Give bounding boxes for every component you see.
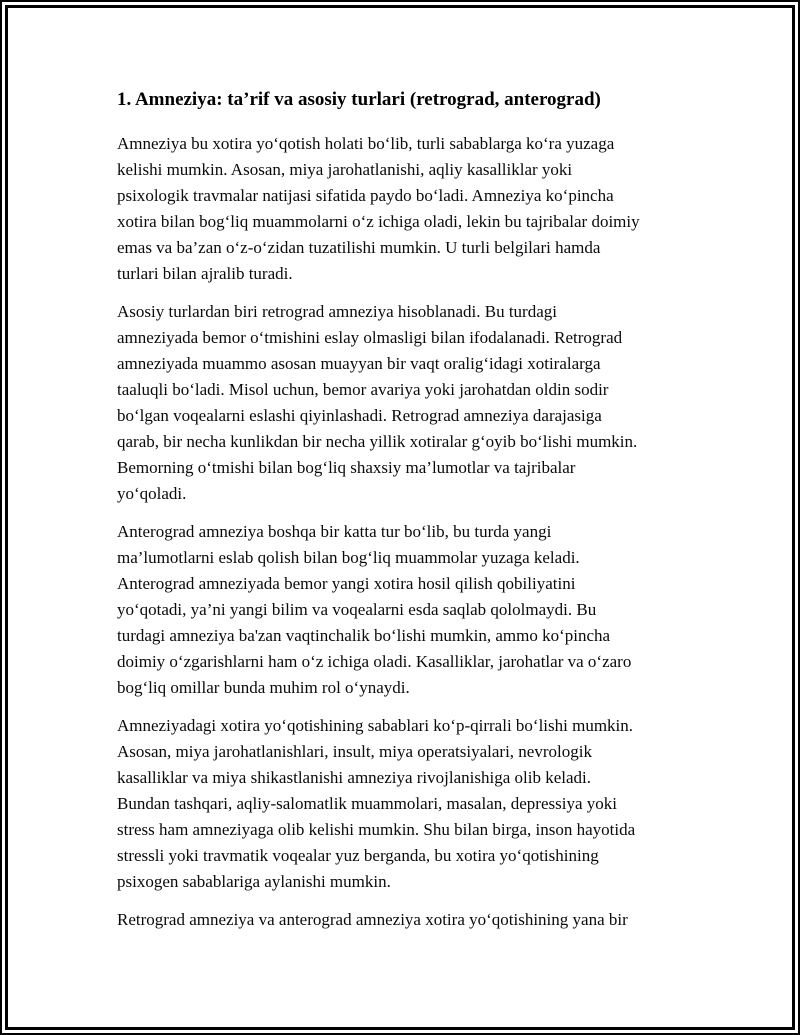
text-line: bog‘liq omillar bunda muhim rol o‘ynaydi. bbox=[117, 678, 410, 697]
paragraph bbox=[117, 907, 704, 933]
text-line: Amneziya bu xotira yo‘qotish holati bo‘lib, turli sabablarga ko‘ra yuzaga bbox=[117, 134, 615, 153]
text-line: Anterograd amneziya boshqa bir katta tur bo‘lib, bu turda yangi bbox=[117, 522, 552, 541]
text-line: bo‘lgan voqealarni eslashi qiyinlashadi. Retrograd amneziya darajasiga bbox=[117, 406, 602, 425]
paragraph bbox=[117, 519, 704, 701]
text-line: Anterograd amneziyada bemor yangi xotira hosil qilish qobiliyatini bbox=[117, 574, 576, 593]
document-page bbox=[5, 5, 795, 1030]
text-line: psixogen sabablariga aylanishi mumkin. bbox=[117, 872, 391, 891]
text-line: Bundan tashqari, aqliy-salomatlik muammolari, masalan, depressiya yoki bbox=[117, 794, 617, 813]
text-line: yo‘qoladi. bbox=[117, 484, 187, 503]
text-line: xotira bilan bog‘liq muammolarni o‘z ichiga oladi, lekin bu tajribalar doimiy bbox=[117, 212, 640, 231]
text-line: qarab, bir necha kunlikdan bir necha yillik xotiralar g‘oyib bo‘lishi mumkin. bbox=[117, 432, 638, 451]
text-line: emas va ba’zan o‘z-o‘zidan tuzatilishi mumkin. U turli belgilari hamda bbox=[117, 238, 601, 257]
text-line: psixologik travmalar natijasi sifatida paydo bo‘ladi. Amneziya ko‘pincha bbox=[117, 186, 614, 205]
text-line: amneziyada muammo asosan muayyan bir vaqt oralig‘idagi xotiralarga bbox=[117, 354, 601, 373]
text-line: Bemorning o‘tmishi bilan bog‘liq shaxsiy ma’lumotlar va tajribalar bbox=[117, 458, 576, 477]
document-title: 1. Amneziya: ta’rif va asosiy turlari (retrograd, anterograd) bbox=[117, 89, 601, 110]
text-line: Amneziyadagi xotira yo‘qotishining sabablari ko‘p-qirrali bo‘lishi mumkin. bbox=[117, 716, 634, 735]
text-line: Retrograd amneziya va anterograd amneziya xotira yo‘qotishining yana bir bbox=[117, 910, 628, 929]
text-line: taaluqli bo‘ladi. Misol uchun, bemor avariya yoki jarohatdan oldin sodir bbox=[117, 380, 609, 399]
text-line: doimiy o‘zgarishlarni ham o‘z ichiga oladi. Kasalliklar, jarohatlar va o‘zaro bbox=[117, 652, 632, 671]
text-line: Asosiy turlardan biri retrograd amneziya hisoblanadi. Bu turdagi bbox=[117, 302, 557, 321]
paragraph bbox=[117, 299, 704, 507]
paragraph bbox=[117, 131, 704, 287]
text-line: Asosan, miya jarohatlanishlari, insult, miya operatsiyalari, nevrologik bbox=[117, 742, 592, 761]
text-line: kasalliklar va miya shikastlanishi amneziya rivojlanishiga olib keladi. bbox=[117, 768, 591, 787]
text-line: stressli yoki travmatik voqealar yuz berganda, bu xotira yo‘qotishining bbox=[117, 846, 599, 865]
text-line: amneziyada bemor o‘tmishini eslay olmasligi bilan ifodalanadi. Retrograd bbox=[117, 328, 623, 347]
text-line: yo‘qotadi, ya’ni yangi bilim va voqealarni esda saqlab qololmaydi. Bu bbox=[117, 600, 597, 619]
text-line: turdagi amneziya ba'zan vaqtinchalik bo‘lishi mumkin, ammo ko‘pincha bbox=[117, 626, 611, 645]
text-line: kelishi mumkin. Asosan, miya jarohatlanishi, aqliy kasalliklar yoki bbox=[117, 160, 573, 179]
text-line: stress ham amneziyaga olib kelishi mumkin. Shu bilan birga, inson hayotida bbox=[117, 820, 636, 839]
paragraph bbox=[117, 713, 704, 895]
paragraphs-container bbox=[117, 131, 704, 933]
text-line: turlari bilan ajralib turadi. bbox=[117, 264, 293, 283]
text-line: ma’lumotlarni eslab qolish bilan bog‘liq muammolar yuzaga keladi. bbox=[117, 548, 580, 567]
